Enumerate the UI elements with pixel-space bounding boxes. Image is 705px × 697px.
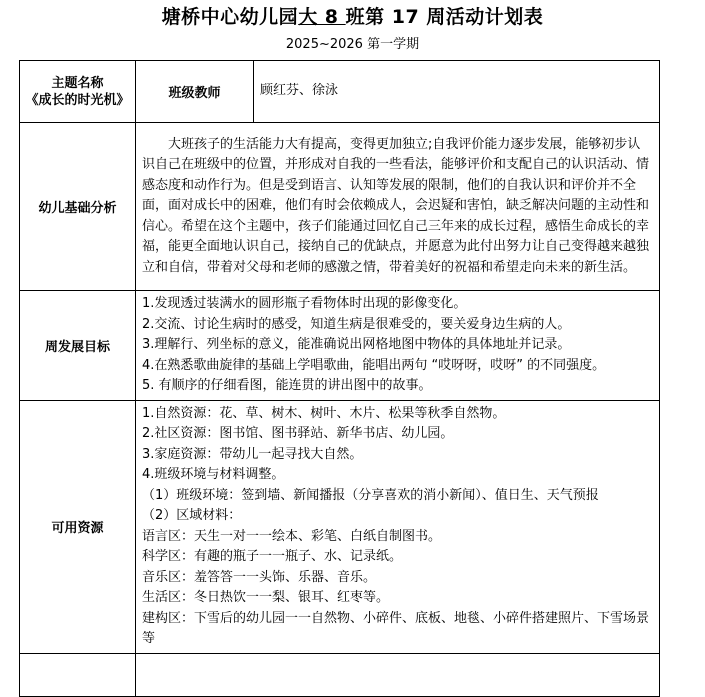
teacher-names: 顾红芬、徐泳 (254, 61, 660, 123)
resource-item: （2）区域材料： (142, 508, 242, 523)
theme-label: 主题名称 (51, 75, 104, 91)
analysis-row (20, 123, 660, 291)
goal-item: 5. 有顺序的仔细看图，能连贯的讲出图中的故事。 (142, 378, 432, 393)
goals-cell (136, 291, 660, 401)
goal-item: 3.理解行、列坐标的意义，能准确说出网格地图中物体的具体地址并记录。 (142, 337, 571, 352)
title-part-class: 大 8 (298, 6, 346, 28)
resources-label: 可用资源 (20, 400, 136, 653)
resource-item: 3.家庭资源：带幼儿一起寻找大自然。 (142, 446, 363, 462)
title-part-school: 塘桥中心幼儿园 (161, 6, 299, 28)
resource-item: 语言区：天生一对一一绘本、彩笔、白纸自制图书。 (142, 528, 442, 544)
resource-item: 2.社区资源：图书馆、图书驿站、新华书店、幼儿园。 (142, 426, 454, 441)
goal-item: 2.交流、讨论生病时的感受，知道生病是很难受的，要关爱身边生病的人。 (142, 316, 571, 332)
resource-item: 1.自然资源：花、草、树木、树叶、木片、松果等秋季自然物。 (142, 405, 506, 421)
document-title (0, 2, 705, 29)
resources-cell (136, 400, 660, 653)
analysis-text: 大班孩子的生活能力大有提高，变得更加独立;自我评价能力逐步发展，能够初步认识自己在班级中的位置，并形成对自我的一些看法，能够评价和支配自己的认识活动、情感态度和动作行为。但是受到语言、认知等发展的限制，他们的自我认识和评价并不全面，面对成长中的困难，他们有时会依赖成人，会迟疑和害怕，缺乏解决问题的主动性和信心。希望在这个主题中，孩子们能通过回忆自己三年来的成长过程，感悟生命成长的幸福，能更全面地认识自己，接纳自己的优缺点，并愿意为此付出努力让自己变得越来越独立和自信，带着对父母和老师的感激之情，带着美好的祝福和希望走向未来的新生活。 (142, 136, 650, 275)
analysis-label: 幼儿基础分析 (20, 123, 136, 291)
theme-name: 《成长的时光机》 (25, 92, 130, 108)
cut-off-row (20, 653, 660, 696)
resource-item: 科学区：有趣的瓶子一一瓶子、水、记录纸。 (142, 549, 403, 564)
weekly-plan-table (19, 60, 660, 697)
header-row (20, 61, 660, 123)
goal-item: 4.在熟悉歌曲旋律的基础上学唱歌曲，能唱出两句 “哎呀呀，哎呀” 的不同强度。 (142, 357, 606, 373)
resource-item: （1）班级环境：签到墙、新闻播报（分享喜欢的消小新闻）、值日生、天气预报 (142, 487, 599, 503)
resource-item: 建构区：下雪后的幼儿园一一自然物、小碎件、底板、地毯、小碎件搭建照片、下雪场景等 (142, 610, 650, 646)
theme-cell (20, 61, 136, 123)
goals-row (20, 291, 660, 401)
title-part-plan: 班第 17 周活动计划表 (345, 6, 544, 28)
resource-item: 音乐区：羞答答一一头饰、乐器、音乐。 (142, 569, 377, 585)
goal-item: 1.发现透过装满水的圆形瓶子看物体时出现的影像变化。 (142, 296, 467, 311)
resource-item: 生活区：冬日热饮一一梨、银耳、红枣等。 (142, 590, 390, 605)
cut-off-content-cell (136, 653, 660, 696)
goals-label: 周发展目标 (20, 291, 136, 401)
semester-subtitle: 2025~2026 第一学期 (285, 37, 420, 52)
analysis-cell (136, 123, 660, 291)
cut-off-label-cell (20, 653, 136, 696)
resource-item: 4.班级环境与材料调整。 (142, 467, 285, 482)
teacher-label: 班级教师 (136, 61, 254, 123)
resources-row (20, 400, 660, 653)
